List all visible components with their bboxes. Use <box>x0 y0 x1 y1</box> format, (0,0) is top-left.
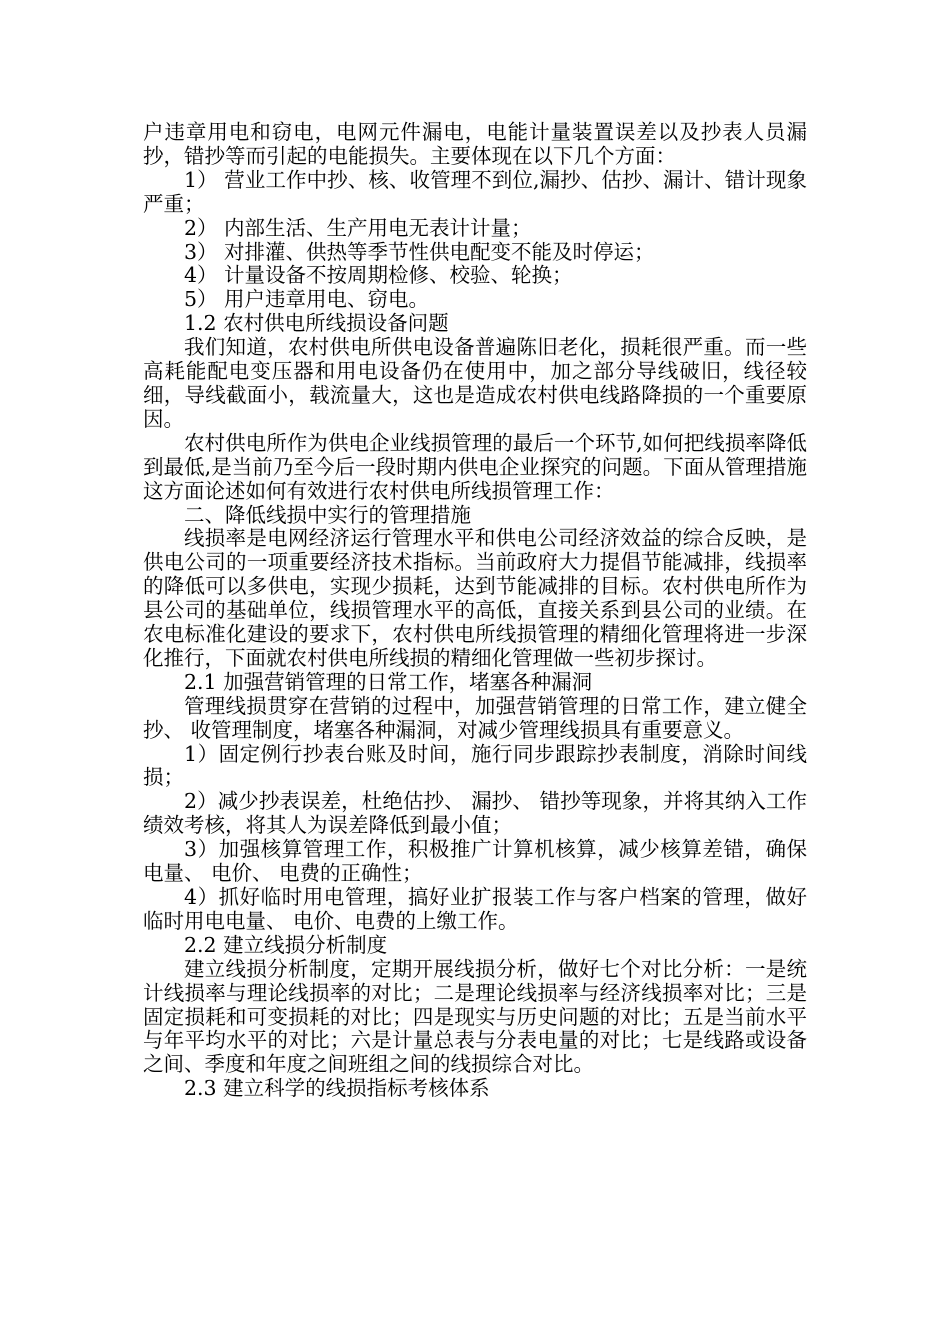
paragraph-supply-station: 农村供电所作为供电企业线损管理的最后一个环节,如何把线损率降低到最低,是当前乃至今后一段时期内供电企业探究的问题。下面从管理措施这方面论述如何有效进行农村供电所线损管理工作： <box>143 430 807 503</box>
list-item-2-1-3: 3）加强核算管理工作，积极推广计算机核算，减少核算差错，确保电量、 电价、 电费的正确性； <box>143 837 807 886</box>
list-item-2-1-1: 1）固定例行抄表台账及时间，施行同步跟踪抄表制度，消除时间线损； <box>143 741 807 790</box>
section-heading-1-2: 1.2 农村供电所线损设备问题 <box>184 311 449 336</box>
list-item-1: 1） 营业工作中抄、核、收管理不到位,漏抄、估抄、漏计、错计现象严重； <box>143 167 807 216</box>
paragraph-analysis: 建立线损分析制度，定期开展线损分析，做好七个对比分析：一是统计线损率与理论线损率的对比；二是理论线损率与经济线损率对比；三是固定损耗和可变损耗的对比；四是现实与历史问题的对比；五是当前水平与年平均水平的对比；六是计量总表与分表电量的对比；七是线路或设备之间、季度和年度之间班组之间的线损综合对比。 <box>143 956 807 1077</box>
list-item-2-1-2: 2）减少抄表误差，杜绝估抄、 漏抄、 错抄等现象，并将其纳入工作绩效考核，将其人为误差降低到最小值； <box>143 789 807 838</box>
section-heading-2-3: 2.3 建立科学的线损指标考核体系 <box>184 1076 490 1101</box>
paragraph-equipment: 我们知道，农村供电所供电设备普遍陈旧老化，损耗很严重。而一些高耗能配电变压器和用电设备仍在使用中，加之部分导线破旧，线径较细，导线截面小，载流量大，这也是造成农村供电线路降损的一个重要原因。 <box>143 335 807 431</box>
paragraph-intro-continuation: 户违章用电和窃电，电网元件漏电，电能计量装置误差以及抄表人员漏抄，错抄等而引起的电能损失。主要体现在以下几个方面： <box>143 120 807 168</box>
paragraph-marketing: 管理线损贯穿在营销的过程中，加强营销管理的日常工作，建立健全抄、 收管理制度，堵塞各种漏洞，对减少管理线损具有重要意义。 <box>143 693 807 742</box>
list-item-4: 4） 计量设备不按周期检修、校验、轮换； <box>184 263 573 288</box>
document-page <box>143 121 807 1101</box>
list-item-2: 2） 内部生活、生产用电无表计计量； <box>184 215 532 240</box>
list-item-3: 3） 对排灌、供热等季节性供电配变不能及时停运； <box>184 239 655 264</box>
section-heading-2: 二、降低线损中实行的管理措施 <box>184 502 471 527</box>
list-item-2-1-4: 4）抓好临时用电管理，搞好业扩报装工作与客户档案的管理，做好临时用电电量、 电价、电费的上缴工作。 <box>143 885 807 933</box>
list-item-5: 5） 用户违章用电、窃电。 <box>184 287 430 312</box>
paragraph-line-loss-rate: 线损率是电网经济运行管理水平和供电公司经济效益的综合反映，是供电公司的一项重要经济技术指标。当前政府大力提倡节能减排，线损率的降低可以多供电，实现少损耗，达到节能减排的目标。农村供电所作为县公司的基础单位，线损管理水平的高低，直接关系到县公司的业绩。在农电标准化建设的要求下，农村供电所线损管理的精细化管理将进一步深化推行，下面就农村供电所线损的精细化管理做一些初步探讨。 <box>143 526 807 670</box>
section-heading-2-2: 2.2 建立线损分析制度 <box>184 932 388 957</box>
section-heading-2-1: 2.1 加强营销管理的日常工作，堵塞各种漏洞 <box>184 669 593 694</box>
